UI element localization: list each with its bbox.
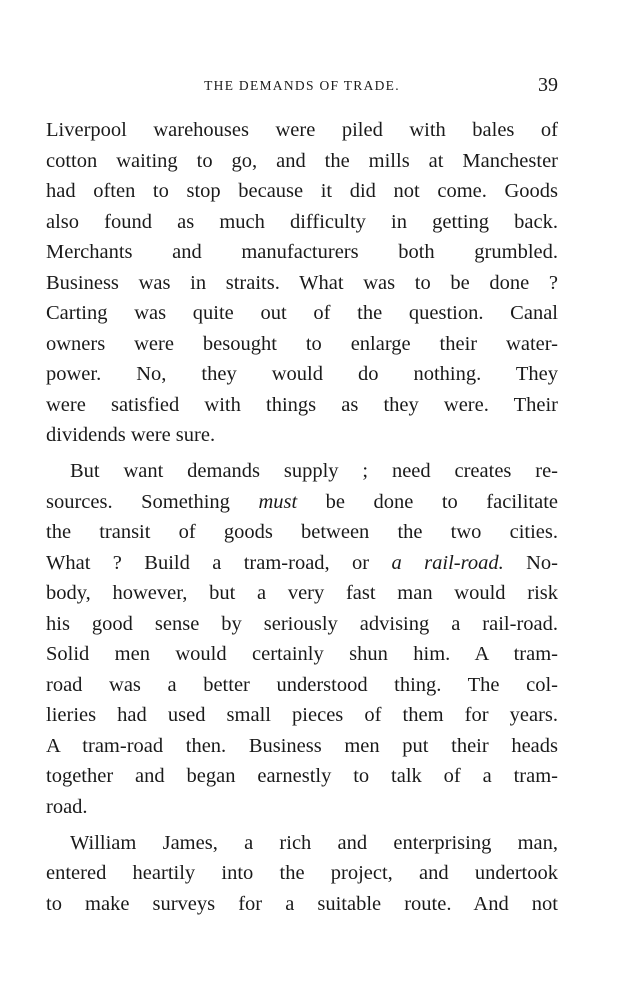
text-line: dividends were sure. <box>46 424 216 447</box>
text-run: sources. Something <box>46 490 230 513</box>
text-line: Business was in straits. What was to be done ? <box>46 271 558 294</box>
text-line: lieries had used small pieces of them for years. <box>46 704 558 727</box>
text-line: road. <box>46 796 88 819</box>
page-header <box>46 74 558 98</box>
text-line: to make surveys for a suitable route. And not <box>46 892 558 915</box>
text-line: entered heartily into the project, and undertook <box>46 862 558 885</box>
body-text <box>46 115 558 919</box>
text-line: had often to stop because it did not come. Goods <box>46 180 558 203</box>
text-line: A tram-road then. Business men put their heads <box>46 734 558 757</box>
italic-text: a rail-road. <box>391 551 504 574</box>
text-line: Carting was quite out of the question. Canal <box>46 302 558 325</box>
text-line: road was a better understood thing. The col- <box>46 673 558 696</box>
text-line: together and began earnestly to talk of a tram- <box>46 765 558 788</box>
paragraph-1 <box>46 115 558 451</box>
text-line: owners were besought to enlarge their water- <box>46 332 558 355</box>
text-line: Merchants and manufacturers both grumbled. <box>46 241 558 264</box>
text-line: the transit of goods between the two cities. <box>46 521 558 544</box>
running-title: THE DEMANDS OF TRADE. <box>204 78 400 93</box>
text-run: What ? Build a tram-road, or <box>46 551 370 574</box>
paragraph-3 <box>46 828 558 920</box>
text-line: power. No, they would do nothing. They <box>46 363 558 386</box>
text-line: were satisfied with things as they were. Their <box>46 393 558 416</box>
text-line: But want demands supply ; need creates re- <box>70 460 558 483</box>
paragraph-2 <box>46 456 558 823</box>
text-line: his good sense by seriously advising a rail-road. <box>46 612 558 635</box>
text-run: be done to facilitate <box>325 490 558 513</box>
text-line: body, however, but a very fast man would risk <box>46 582 558 605</box>
text-line: Solid men would certainly shun him. A tram- <box>46 643 558 666</box>
text-line <box>46 548 558 579</box>
text-line: also found as much difficulty in getting back. <box>46 210 558 233</box>
text-line <box>46 487 558 518</box>
text-line: William James, a rich and enterprising man, <box>70 831 558 854</box>
italic-text: must <box>258 490 298 513</box>
text-line: cotton waiting to go, and the mills at Manchester <box>46 149 558 172</box>
text-run: No- <box>526 551 558 574</box>
text-line: Liverpool warehouses were piled with bales of <box>46 119 558 141</box>
page-number: 39 <box>538 74 558 96</box>
